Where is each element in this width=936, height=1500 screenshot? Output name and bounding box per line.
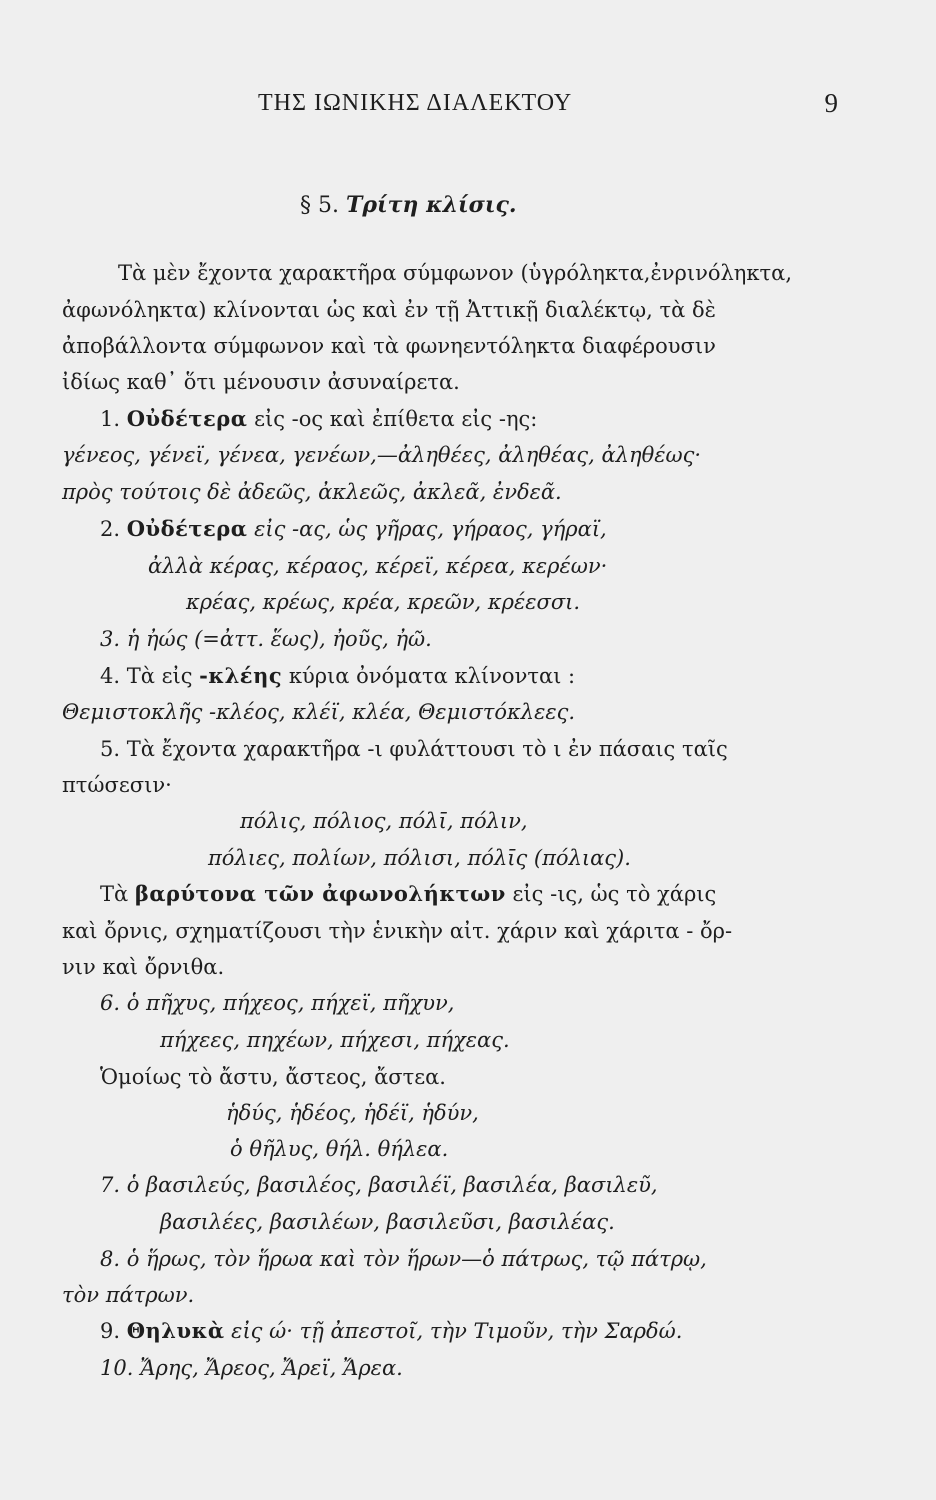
rule-3: 3. ἡ ἠώς (=ἀττ. ἕως), ἠοῦς, ἠῶ.	[100, 627, 432, 651]
barytona-line-2: καὶ ὄρνις, σχηματίζουσι τὴν ἑνικὴν αἰτ. χάριν καὶ χάριτα - ὄρ-	[62, 919, 733, 943]
rule-5-paradigm-1: πόλις, πόλιος, πόλῑ, πόλιν,	[240, 809, 528, 833]
rule-1-number: 1.	[100, 407, 121, 431]
rule-9-number: 9.	[100, 1319, 121, 1343]
rule-10: 10. Ἄρης, Ἄρεος, Ἄρεϊ, Ἄρεα.	[100, 1356, 403, 1380]
rule-4-bold-term: -κλέης	[199, 663, 283, 688]
barytona-bold-term: βαρύτονα τῶν ἀφωνολήκτων	[134, 881, 506, 906]
intro-line-1: Τὰ μὲν ἔχοντα χαρακτῆρα σύμφωνον (ὑγρόληκτα,ἐνρινόληκτα,	[118, 261, 792, 285]
rule-1-bold-term: Οὐδέτερα	[126, 406, 248, 431]
rule-6-line-2: πήχεες, πηχέων, πήχεσι, πήχεας.	[160, 1028, 510, 1052]
rule-1-text: εἰς -ος καὶ ἐπίθετα εἰς -ης:	[247, 407, 538, 431]
rule-6-line-5: ὁ θῆλυς, θήλ. θήλεα.	[230, 1137, 449, 1161]
barytona-line-3: νιν καὶ ὄρνιθα.	[62, 955, 225, 979]
rule-4-example: Θεμιστοκλῆς -κλέος, κλέϊ, κλέα, Θεμιστόκλεες.	[62, 700, 576, 724]
section-number: § 5.	[300, 193, 339, 218]
rule-1-heading	[100, 404, 537, 434]
rule-6-line-3: Ὁμοίως τὸ ἄστυ, ἄστεος, ἄστεα.	[100, 1065, 446, 1089]
barytona-heading	[100, 879, 716, 909]
rule-5-line-2: πτώσεσιν·	[62, 773, 172, 797]
rule-5-paradigm-2: πόλιες, πολίων, πόλισι, πόλῑς (πόλιας).	[208, 846, 631, 870]
rule-9-bold-term: Θηλυκὰ	[126, 1318, 225, 1343]
intro-line-3: ἀποβάλλοντα σύμφωνον καὶ τὰ φωνηεντόληκτα διαφέρουσιν	[62, 334, 716, 358]
rule-1-examples: γένεος, γένεϊ, γένεα, γενέων,—ἀληθέες, ἀληθέας, ἀληθέως·	[62, 443, 702, 467]
rule-9	[100, 1316, 682, 1346]
rule-2-kerας: ἀλλὰ κέρας, κέραος, κέρεϊ, κέρεα, κερέων·	[148, 554, 608, 578]
rule-4-heading	[100, 661, 575, 691]
rule-7-line-2: βασιλέες, βασιλέων, βασιλεῦσι, βασιλέας.	[160, 1210, 615, 1234]
rule-2-number: 2.	[100, 517, 121, 541]
rule-6-line-4: ἡδύς, ἡδέος, ἡδέϊ, ἡδύν,	[226, 1101, 479, 1125]
rule-6-line-1: 6. ὁ πῆχυς, πήχεος, πήχεϊ, πῆχυν,	[100, 991, 455, 1015]
rule-2-heading	[100, 514, 607, 544]
rule-8-line-1: 8. ὁ ἥρως, τὸν ἥρωα καὶ τὸν ἥρων—ὁ πάτρως, τῷ πάτρῳ,	[100, 1247, 707, 1271]
rule-1-additional: πρὸς τούτοις δὲ ἀδεῶς, ἀκλεῶς, ἀκλεᾶ, ἐνδεᾶ.	[62, 480, 562, 504]
rule-4-prefix: 4. Τὰ εἰς	[100, 664, 200, 688]
rule-2-kreas: κρέας, κρέως, κρέα, κρεῶν, κρέεσσι.	[186, 590, 581, 614]
rule-8-line-2: τὸν πάτρων.	[62, 1283, 195, 1307]
rule-5-line-1: 5. Τὰ ἔχοντα χαρακτῆρα -ι φυλάττουσι τὸ ι ἐν πάσαις ταῖς	[100, 737, 728, 761]
rule-7-line-1: 7. ὁ βασιλεύς, βασιλέος, βασιλέϊ, βασιλέα, βασιλεῦ,	[100, 1173, 658, 1197]
running-title: ΤΗΣ ΙΩΝΙΚΗΣ ΔΙΑΛΕΚΤΟΥ	[258, 90, 573, 116]
barytona-prefix: Τὰ	[100, 882, 135, 906]
rule-2-bold-term: Οὐδέτερα	[126, 516, 248, 541]
rule-2-text: εἰς -ας, ὡς γῆρας, γήραος, γήραϊ,	[247, 517, 607, 541]
section-heading	[300, 190, 517, 221]
page-header	[60, 88, 870, 128]
page-number: 9	[824, 88, 838, 118]
intro-line-4: ἰδίως καθ᾽ ὅτι μένουσιν ἀσυναίρετα.	[62, 370, 460, 394]
intro-line-2: ἀφωνόληκτα) κλίνονται ὡς καὶ ἐν τῇ Ἀττικῇ διαλέκτῳ, τὰ δὲ	[62, 298, 716, 322]
rule-4-text: κύρια ὀνόματα κλίνονται :	[282, 664, 576, 688]
barytona-text: εἰς -ις, ὡς τὸ χάρις	[505, 882, 717, 906]
section-title: Τρίτη κλίσις.	[345, 192, 517, 218]
rule-9-text: εἰς ώ· τῇ ἀπεστοῖ, τὴν Τιμοῦν, τὴν Σαρδώ.	[224, 1319, 683, 1343]
